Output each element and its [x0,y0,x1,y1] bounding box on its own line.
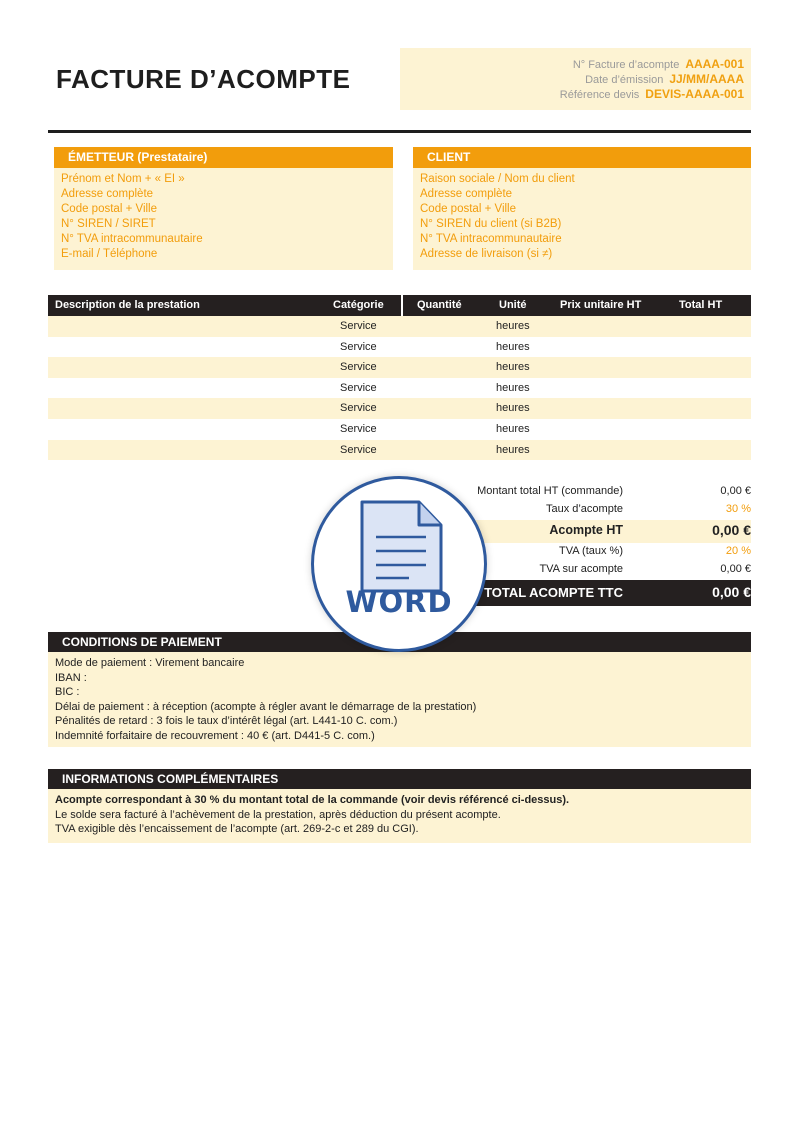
deposit-rate-row [440,503,751,519]
row-category: Service [340,340,377,353]
total-ttc-row [440,580,751,606]
payment-line: Mode de paiement : Virement bancaire [55,657,245,669]
payment-line: Délai de paiement : à réception (acompte à régler avant le démarrage de la prestation) [55,700,477,713]
row-category: Service [340,381,377,394]
column-unit: Unité [499,299,527,311]
row-category: Service [340,443,377,456]
row-category: Service [340,423,377,435]
payment-heading: CONDITIONS DE PAIEMENT [48,632,751,652]
total-ht-label: Montant total HT (commande) [477,485,623,497]
info-line: TVA exigible dès l’encaissement de l’acompte (art. 269-2-c et 289 du CGI). [55,823,419,835]
emitter-line: N° SIREN / SIRET [61,218,156,231]
client-heading: CLIENT [413,147,751,168]
client-line: Adresse de livraison (si ≠) [420,248,553,261]
emitter-line: Prénom et Nom + « EI » [61,173,185,185]
row-unit: heures [496,443,530,456]
word-badge[interactable] [311,476,487,652]
row-unit: heures [496,381,530,394]
column-description: Description de la prestation [55,299,200,311]
emitter-heading: ÉMETTEUR (Prestataire) [54,147,393,168]
vat-amount-value: 0,00 € [720,563,751,575]
invoice-number-value: AAAA-001 [685,57,744,71]
word-label: WORD [345,585,453,619]
issue-date-row [585,72,744,86]
deposit-ht-row [440,520,751,543]
client-line: Code postal + Ville [420,203,517,216]
client-block [413,147,751,270]
vat-amount-label: TVA sur acompte [539,563,623,575]
column-total: Total HT [679,299,723,311]
client-line: Raison sociale / Nom du client [420,173,575,185]
deposit-rate-value: 30 % [725,503,751,515]
row-unit: heures [496,340,530,353]
info-heading: INFORMATIONS COMPLÉMENTAIRES [48,769,751,789]
column-quantity: Quantité [417,299,462,311]
invoice-meta [400,48,751,110]
payment-line: IBAN : [55,671,87,684]
deposit-rate-label: Taux d’acompte [545,503,623,515]
row-category: Service [340,320,377,332]
total-ttc-label: TOTAL ACOMPTE TTC [484,585,623,600]
client-line: N° SIREN du client (si B2B) [420,218,562,231]
row-unit: heures [496,320,530,332]
row-unit: heures [496,423,530,435]
deposit-ht-label: Acompte HT [549,523,623,537]
table-row [48,316,751,337]
column-separator [401,295,403,316]
payment-line: BIC : [55,686,80,698]
table-row [48,419,751,440]
items-table-header [48,295,751,316]
payment-line: Pénalités de retard : 3 fois le taux d’intérêt légal (art. L441-10 C. com.) [55,715,398,727]
column-unit-price: Prix unitaire HT [560,299,642,311]
emitter-details [54,168,393,270]
issue-date-label: Date d’émission [585,74,664,86]
emitter-block [54,147,393,270]
total-ht-row [440,485,751,501]
header-divider [48,130,751,133]
table-row [48,378,751,399]
info-bold-line: Acompte correspondant à 30 % du montant total de la commande (voir devis référencé ci-dessus). [55,794,570,806]
vat-rate-value: 20 % [725,545,751,557]
table-row [48,440,751,461]
total-ttc-value: 0,00 € [712,584,751,600]
row-unit: heures [496,402,530,415]
row-category: Service [340,361,377,374]
payment-details [48,652,751,747]
info-details [48,789,751,843]
emitter-line: Adresse complète [61,188,154,201]
quote-reference-value: DEVIS-AAAA-001 [645,87,744,101]
row-category: Service [340,402,377,415]
document-icon [314,479,484,649]
table-row [48,357,751,378]
quote-reference-label: Référence devis [559,89,640,101]
payment-line: Indemnité forfaitaire de recouvrement : 40 € (art. D441-5 C. com.) [55,729,375,742]
emitter-line: N° TVA intracommunautaire [61,233,203,246]
client-line: N° TVA intracommunautaire [420,233,562,246]
table-row [48,398,751,419]
total-ht-value: 0,00 € [720,485,751,497]
deposit-ht-value: 0,00 € [712,522,751,538]
emitter-line: E-mail / Téléphone [61,248,158,261]
quote-reference-row [560,87,744,101]
client-line: Adresse complète [420,188,513,201]
invoice-number-row [573,57,744,71]
row-unit: heures [496,361,530,374]
emitter-line: Code postal + Ville [61,203,158,216]
page-title: FACTURE D’ACOMPTE [56,64,351,94]
table-row [48,337,751,358]
vat-rate-label: TVA (taux %) [559,545,623,557]
client-details [413,168,751,270]
invoice-number-label: N° Facture d’acompte [572,59,680,71]
column-category: Catégorie [333,299,384,311]
info-line: Le solde sera facturé à l’achèvement de la prestation, après déduction du présent acompte. [55,808,501,821]
issue-date-value: JJ/MM/AAAA [669,72,744,86]
